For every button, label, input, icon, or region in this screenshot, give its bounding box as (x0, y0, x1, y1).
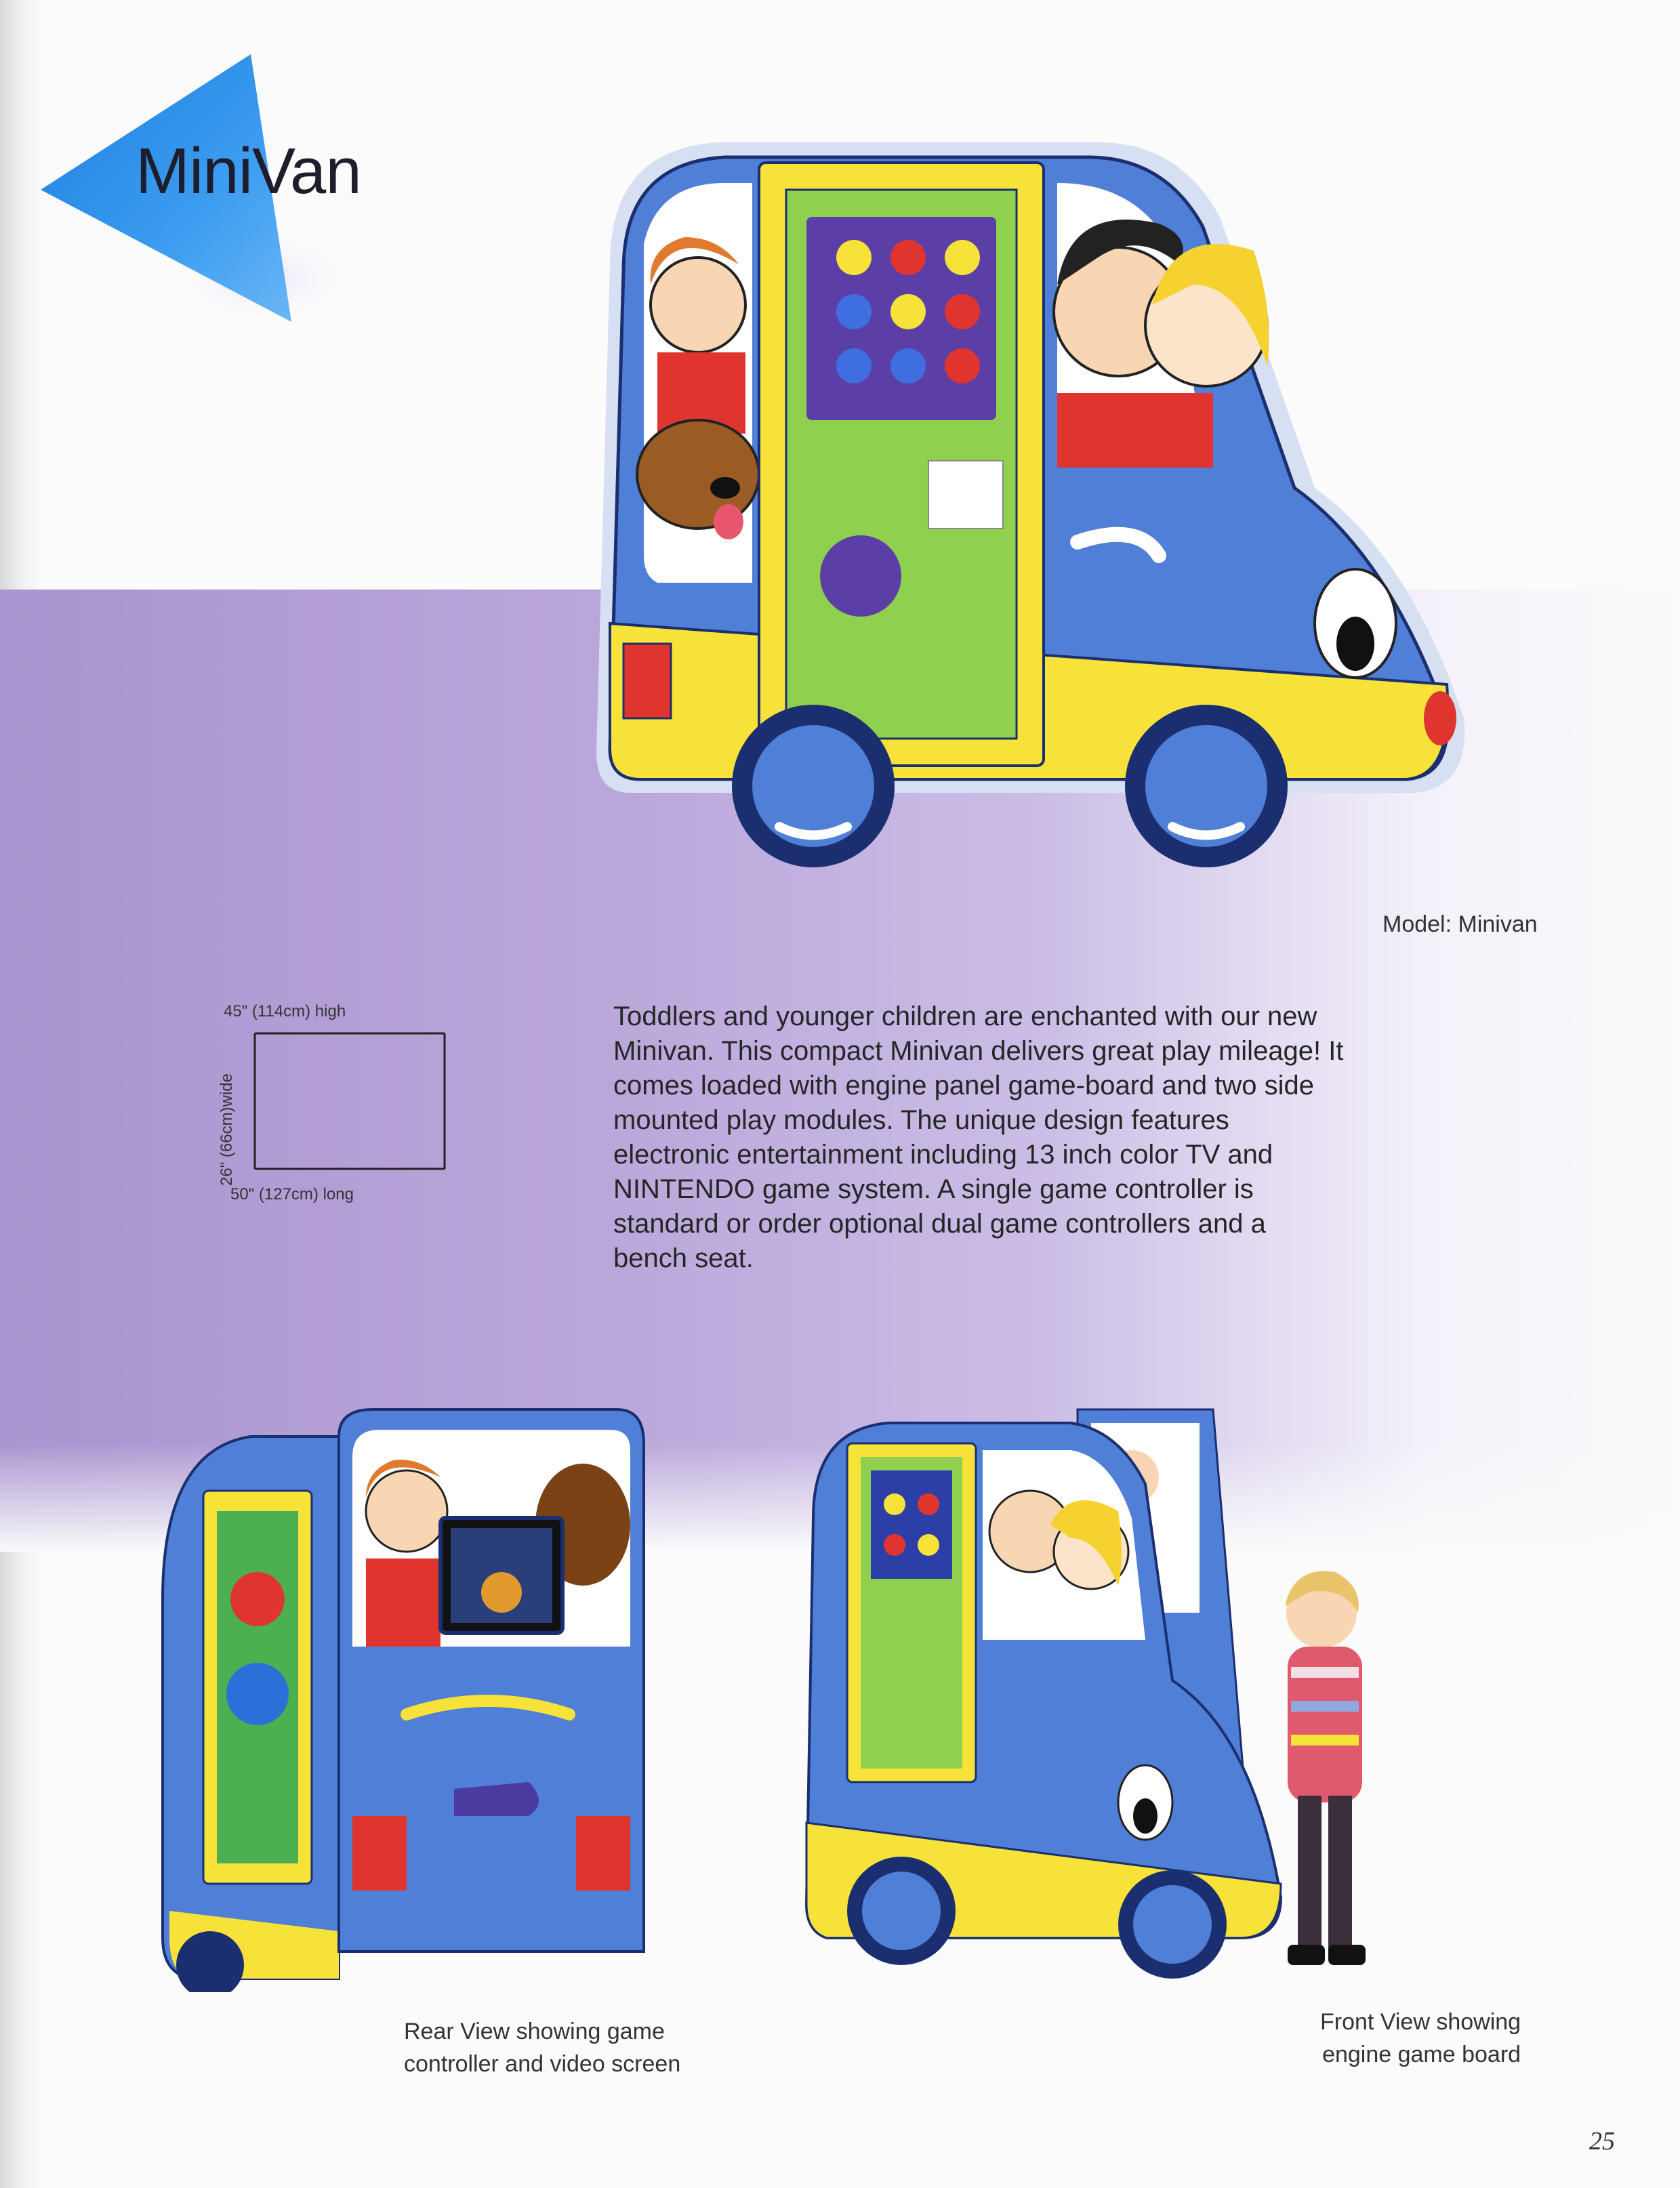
minivan-hero-image (583, 108, 1491, 888)
front-view-caption (1320, 2006, 1521, 2071)
front-caption-line: Front View showing (1320, 2009, 1521, 2035)
description-line: mounted play modules. The unique design features (613, 1105, 1229, 1135)
title-block (41, 54, 361, 339)
height-label: 45" (114cm) high (224, 1002, 346, 1020)
description-line: Minivan. This compact Minivan delivers great play mileage! It (613, 1036, 1344, 1066)
product-description (613, 999, 1454, 1276)
front-view-image (793, 1382, 1403, 1992)
front-caption-line: engine game board (1322, 2042, 1521, 2067)
rear-caption-line: Rear View showing game (404, 2019, 665, 2044)
description-line: electronic entertainment including 13 inch color TV and (613, 1140, 1273, 1170)
length-label: 50" (127cm) long (230, 1185, 354, 1203)
description-line: standard or order optional dual game controllers and a (613, 1209, 1266, 1239)
rear-view-image (149, 1396, 664, 1992)
description-line: bench seat. (613, 1243, 754, 1273)
description-line: comes loaded with engine panel game-board and two side (613, 1071, 1315, 1100)
page-title: MiniVan (136, 135, 361, 207)
description-line: Toddlers and younger children are enchanted with our new (613, 1002, 1317, 1031)
width-label: 26" (66cm)wide (218, 1073, 236, 1186)
dimension-diagram (190, 996, 474, 1206)
hero-caption: Model: Minivan (1382, 911, 1538, 937)
rear-caption-line: controller and video screen (404, 2051, 681, 2077)
rear-view-caption (404, 2015, 680, 2080)
page-number: 25 (1589, 2127, 1615, 2155)
description-line: NINTENDO game system. A single game controller is (613, 1174, 1254, 1204)
